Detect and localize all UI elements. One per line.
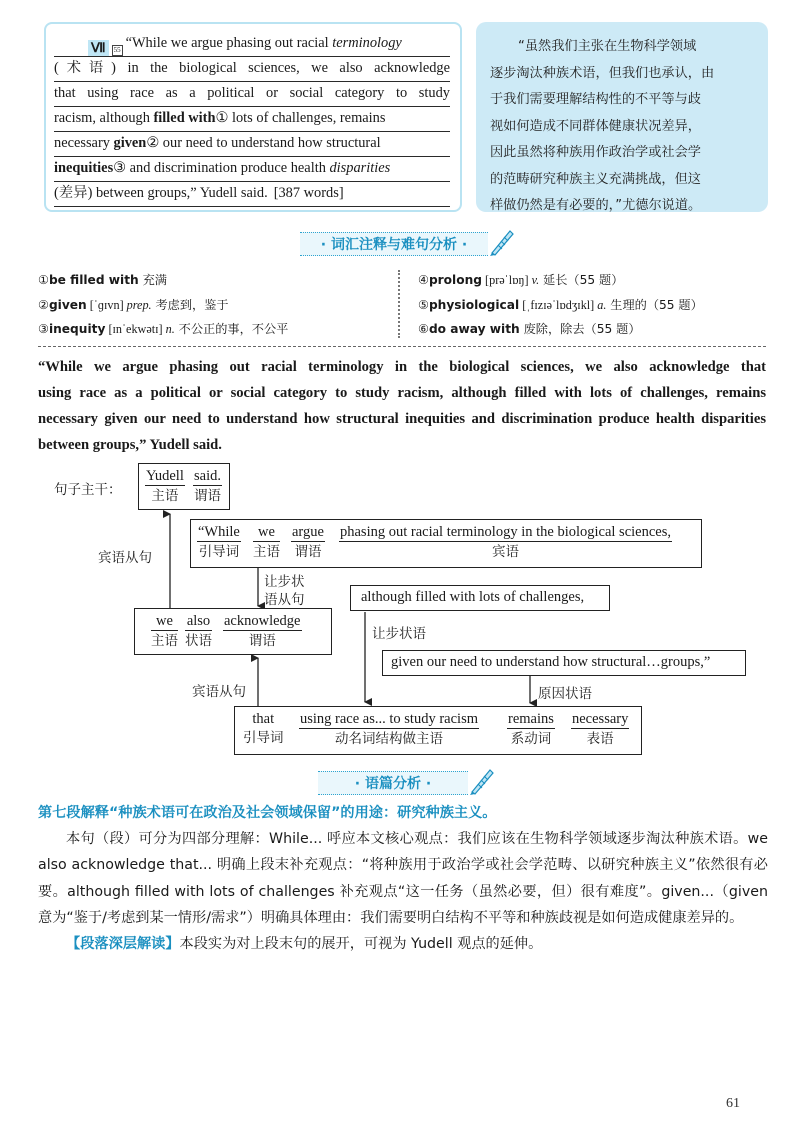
passage-text: that using race as a political or social category to study (54, 85, 450, 101)
translation-line: 的范畴研究种族主义充满挑战，但这 (490, 171, 701, 187)
section-divider (38, 346, 766, 347)
pen-icon (488, 227, 516, 257)
acknowledge-verb: acknowledge 谓语 (224, 613, 301, 649)
although-box (350, 585, 610, 611)
vocab-item: ④prolong [prəˈlɒŋ] v. 延长（55 题） (418, 273, 624, 287)
given-box (382, 650, 746, 676)
page-number: 61 (726, 1096, 740, 1111)
while-clause-verb: argue 谓语 (292, 524, 324, 560)
discourse-section-title: · 语篇分析 · (354, 776, 432, 792)
passage-text: (术语) in the biological sciences, we also acknowledge (54, 60, 450, 76)
vocab-list-left (38, 268, 288, 342)
section-badge: Ⅶ (88, 40, 109, 56)
deep-reading-tag: 【段落深层解读】 (66, 936, 180, 953)
that-clause-linking-verb: remains 系动词 (508, 711, 554, 747)
discourse-section-banner (318, 771, 468, 795)
vocab-section-banner (300, 232, 488, 256)
vocab-divider (398, 270, 402, 338)
vocab-item: ③inequity [ɪnˈekwətɪ] n. 不公正的事，不公平 (38, 322, 289, 336)
given-text: given our need to understand how structural…groups,” (391, 654, 711, 670)
passage-text: ② our need to understand how structural (146, 135, 381, 151)
passage-line-2 (54, 57, 450, 82)
acknowledge-adverbial: also 状语 (185, 613, 212, 649)
passage-line-7 (54, 182, 450, 207)
while-clause-subject: we 主语 (253, 524, 280, 560)
main-verb: said. 谓语 (193, 468, 221, 504)
translation-line: 因此虽然将种族用作政治学或社会学 (490, 145, 701, 160)
vocab-item: ①be filled with 充满 (38, 273, 167, 287)
passage-text: “While we argue phasing out racial (125, 35, 333, 51)
concession-adverbial-label: 让步状语 (372, 626, 426, 642)
vocab-section-title: · 词汇注释与难句分析 · (320, 237, 468, 253)
passage-line-1 (54, 32, 450, 57)
object-clause-label-2: 宾语从句 (192, 684, 246, 700)
passage-line-4 (54, 107, 450, 132)
translation-line: “虽然我们主张在生物科学领域 (518, 39, 697, 54)
main-clause-box (138, 463, 230, 510)
that-clause-subject: using race as... to study racism 动名词结构做主语 (300, 711, 478, 747)
passage-line-5 (54, 132, 450, 157)
discourse-analysis (38, 800, 768, 957)
word-count: [387 words] (273, 185, 344, 201)
that-clause-predicative: necessary 表语 (572, 711, 629, 747)
passage-line-6 (54, 157, 450, 182)
while-clause-intro: “While 引导词 (198, 524, 240, 560)
vocab-item: ⑥do away with 废除，除去（55 题） (418, 322, 641, 336)
question-number-marker: 55 (113, 46, 121, 54)
passage-text: ③ and discrimination produce health (113, 160, 330, 176)
sentence-line: necessary given our need to understand how structural inequities and discrimination produce health disparities (38, 411, 766, 427)
passage-line-3 (54, 82, 450, 107)
vocab-item: ②given [ˈɡɪvn] prep. 考虑到，鉴于 (38, 297, 229, 312)
pen-icon (468, 766, 496, 796)
sentence-line: between groups,” Yudell said. (38, 437, 222, 453)
main-trunk-label: 句子主干： (54, 482, 122, 498)
analysis-paragraph: 本句（段）可分为四部分理解：While... 呼应本文核心观点：我们应该在生物科学领域逐步淘汰种族术语。we also acknowledge that... 明确上段末补充观点：“将种族用于政治学或社会学范畴、以研究种族主义”依然很有必要。although filled with lots of challenges 补充观点“这一任务（虽然必要，但）很有难度”。given...（given 意为“鉴于/考虑到某一情形/需求”）明确具体理由：我们需要明白结构不平等和种族歧视是如何造成健康差异的。 (38, 831, 768, 926)
passage-keyword: inequities (54, 160, 114, 176)
translation-line: 逐步淘汰种族术语，但我们也承认，由 (490, 65, 715, 81)
passage-keyword: given (113, 135, 147, 151)
deep-reading-paragraph (38, 931, 768, 957)
vocab-list-right (418, 268, 703, 342)
passage-text: (差异) between groups,” Yudell said. (54, 185, 268, 201)
cause-adverbial-label: 原因状语 (538, 686, 592, 702)
vocab-item: ⑤physiological [ˌfɪzɪəˈlɒdʒɪkl] a. 生理的（55 题） (418, 297, 703, 312)
that-clause-intro: that 引导词 (243, 711, 284, 746)
analysis-heading: 第七段解释“种族术语可在政治及社会领域保留”的用途：研究种族主义。 (38, 805, 497, 821)
difficult-sentence (38, 354, 766, 458)
although-text: although filled with lots of challenges, (361, 589, 585, 605)
main-clause-detail-box (134, 608, 332, 655)
translation-line: 样做仍然是有必要的，”尤德尔说道。 (490, 198, 702, 213)
passage-text: racism, although (54, 110, 154, 126)
main-subject: Yudell 主语 (146, 468, 184, 504)
concession-clause-label: 让步状 (264, 574, 305, 590)
deep-reading-text: 本段实为对上段末句的展开，可视为 Yudell 观点的延伸。 (179, 936, 543, 953)
translation-box (476, 22, 768, 212)
passage-text: ① lots of challenges, remains (215, 110, 386, 126)
concession-clause-label: 语从句 (264, 592, 305, 608)
passage-box (44, 22, 462, 212)
translation-line: 于我们需要理解结构性的不平等与歧 (490, 92, 701, 107)
object-clause-label: 宾语从句 (98, 550, 152, 566)
translation-line: 视如何造成不同群体健康状况差异， (490, 118, 701, 134)
that-clause-box (234, 706, 642, 755)
sentence-line: “While we argue phasing out racial terminology in the biological sciences, we also acknowledge that (38, 359, 766, 375)
acknowledge-subject: we 主语 (151, 613, 178, 649)
passage-text-italic: disparities (329, 160, 391, 176)
passage-text-italic: terminology (332, 35, 402, 51)
while-clause-box (190, 519, 702, 568)
while-clause-object: phasing out racial terminology in the biological sciences, 宾语 (340, 524, 671, 560)
sentence-line: using race as a political or social category to study racism, although filled with lots of challenges, remains (38, 385, 766, 401)
passage-keyword: filled with (153, 110, 216, 126)
passage-text: necessary (54, 135, 114, 151)
